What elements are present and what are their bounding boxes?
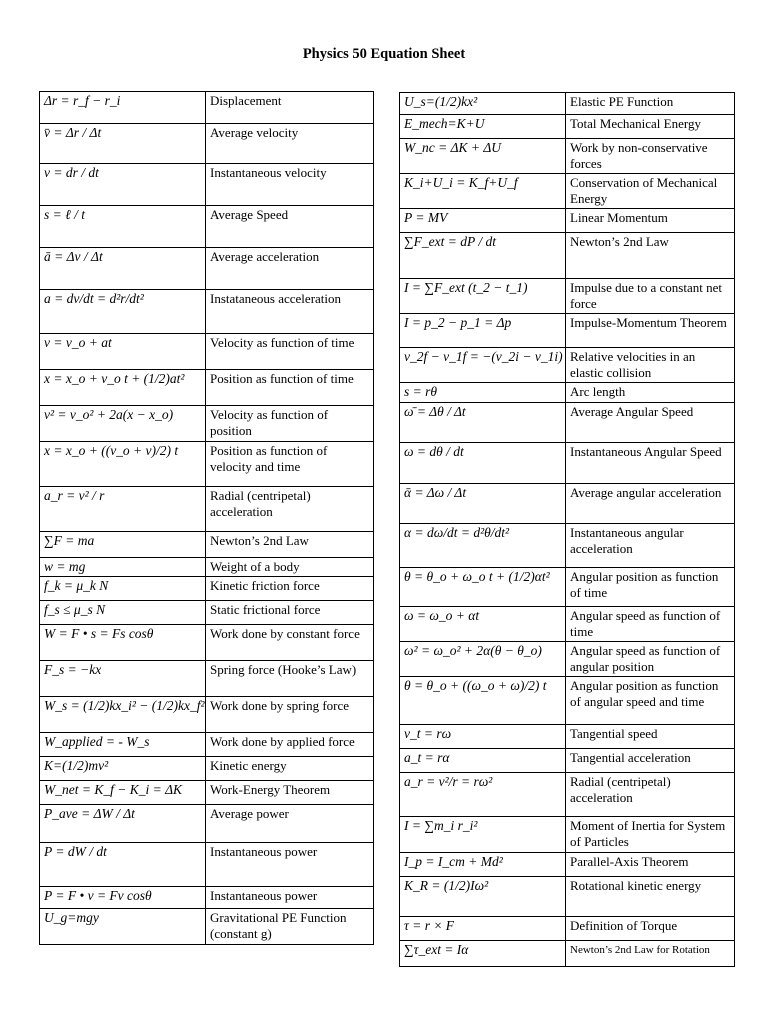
table-row [40,697,374,733]
equation-cell: τ = r × F [400,917,566,941]
description-cell: Radial (centripetal) acceleration [566,773,735,817]
equation-cell: K=(1/2)mv² [40,757,206,781]
table-row [40,334,374,370]
equation-cell: ā = Δv / Δt [40,248,206,290]
description-cell: Average Speed [206,206,374,248]
description-cell: Total Mechanical Energy [566,115,735,139]
description-cell: Gravitational PE Function (constant g) [206,909,374,945]
description-cell: Parallel-Axis Theorem [566,853,735,877]
equation-cell: x = x_o + ((v_o + v)/2) t [40,442,206,487]
equation-cell: s = ℓ / t [40,206,206,248]
table-row [400,443,735,484]
table-row [40,206,374,248]
right-equation-table [399,92,735,967]
equation-cell: U_g=mgy [40,909,206,945]
table-row [40,887,374,909]
table-row [400,279,735,314]
table-row [40,532,374,558]
equation-cell: Δr = r_f − r_i [40,92,206,124]
description-cell: Angular position as function of time [566,568,735,607]
description-cell: Angular position as function of angular speed and time [566,677,735,725]
table-row [400,139,735,174]
table-row [400,233,735,279]
equation-cell: ω = ω_o + αt [400,607,566,642]
description-cell: Spring force (Hooke’s Law) [206,661,374,697]
description-cell: Impulse due to a constant net force [566,279,735,314]
table-row [40,843,374,887]
table-row [40,442,374,487]
table-row [40,290,374,334]
equation-cell: f_k = μ_k N [40,577,206,601]
description-cell: Instantaneous power [206,887,374,909]
description-cell: Average angular acceleration [566,484,735,524]
table-row [40,164,374,206]
table-row [40,757,374,781]
equation-cell: ∑τ_ext = Iα [400,941,566,967]
description-cell: Work done by constant force [206,625,374,661]
description-cell: Position as function of time [206,370,374,406]
table-row [400,917,735,941]
table-row [400,524,735,568]
equation-cell: ∑F_ext = dP / dt [400,233,566,279]
equation-cell: F_s = −kx [40,661,206,697]
description-cell: Work by non-conservative forces [566,139,735,174]
table-row [400,115,735,139]
table-row [40,805,374,843]
equation-cell: v² = v_o² + 2a(x − x_o) [40,406,206,442]
equation-cell: K_i+U_i = K_f+U_f [400,174,566,209]
description-cell: Kinetic friction force [206,577,374,601]
description-cell: Angular speed as function of angular position [566,642,735,677]
description-cell: Tangential speed [566,725,735,749]
table-row [40,781,374,805]
table-row [400,484,735,524]
description-cell: Rotational kinetic energy [566,877,735,917]
description-cell: Instantaneous power [206,843,374,887]
description-cell: Work-Energy Theorem [206,781,374,805]
table-row [400,383,735,403]
table-row [40,733,374,757]
description-cell: Position as function of velocity and time [206,442,374,487]
table-row [400,314,735,348]
equation-cell: v_2f − v_1f = −(v_2i − v_1i) [400,348,566,383]
description-cell: Impulse-Momentum Theorem [566,314,735,348]
description-cell: Instantaneous angular acceleration [566,524,735,568]
description-cell: Kinetic energy [206,757,374,781]
equation-cell: ᾱ = Δω / Δt [400,484,566,524]
table-row [40,487,374,532]
equation-cell: W = F • s = Fs cosθ [40,625,206,661]
equation-cell: v̄ = Δr / Δt [40,124,206,164]
equation-cell: x = x_o + v_o t + (1/2)at² [40,370,206,406]
equation-cell: P = F • v = Fv cosθ [40,887,206,909]
table-row [40,558,374,577]
description-cell: Static frictional force [206,601,374,625]
left-equation-table [39,91,374,945]
table-row [400,817,735,853]
table-row [40,909,374,945]
equation-cell: I_p = I_cm + Md² [400,853,566,877]
table-row [400,403,735,443]
description-cell: Velocity as function of time [206,334,374,370]
equation-cell: I = ∑F_ext (t_2 − t_1) [400,279,566,314]
equation-cell: W_nc = ΔK + ΔU [400,139,566,174]
description-cell: Radial (centripetal) acceleration [206,487,374,532]
description-cell: Newton’s 2nd Law [566,233,735,279]
description-cell: Instataneous acceleration [206,290,374,334]
equation-cell: W_s = (1/2)kx_i² − (1/2)kx_f² [40,697,206,733]
equation-cell: ω² = ω_o² + 2α(θ − θ_o) [400,642,566,677]
equation-cell: a_r = v²/r = rω² [400,773,566,817]
description-cell: Average power [206,805,374,843]
equation-cell: P = MV [400,209,566,233]
description-cell: Weight of a body [206,558,374,577]
table-row [400,93,735,115]
table-row [40,248,374,290]
page-title: Physics 50 Equation Sheet [302,46,466,62]
table-row [40,661,374,697]
table-row [40,370,374,406]
table-row [400,853,735,877]
equation-cell: P = dW / dt [40,843,206,887]
equation-cell: P_ave = ΔW / Δt [40,805,206,843]
equation-cell: a = dv/dt = d²r/dt² [40,290,206,334]
description-cell: Linear Momentum [566,209,735,233]
description-cell: Work done by spring force [206,697,374,733]
table-row [400,642,735,677]
table-row [400,725,735,749]
description-cell: Instantaneous velocity [206,164,374,206]
equation-cell: θ = θ_o + ((ω_o + ω)/2) t [400,677,566,725]
description-cell: Average velocity [206,124,374,164]
table-row [400,677,735,725]
description-cell: Relative velocities in an elastic collision [566,348,735,383]
table-row [400,877,735,917]
table-row [400,773,735,817]
equation-cell: α = dω/dt = d²θ/dt² [400,524,566,568]
table-row [400,607,735,642]
table-row [400,348,735,383]
description-cell: Tangential acceleration [566,749,735,773]
description-cell: Newton’s 2nd Law [206,532,374,558]
equation-cell: U_s=(1/2)kx² [400,93,566,115]
equation-cell: ω = dθ / dt [400,443,566,484]
equation-cell: a_r = v² / r [40,487,206,532]
table-row [400,209,735,233]
description-cell: Work done by applied force [206,733,374,757]
equation-cell: v = v_o + at [40,334,206,370]
description-cell: Elastic PE Function [566,93,735,115]
description-cell: Average acceleration [206,248,374,290]
description-cell: Arc length [566,383,735,403]
equation-cell: s = rθ [400,383,566,403]
equation-cell: K_R = (1/2)Iω² [400,877,566,917]
equation-cell: θ = θ_o + ω_o t + (1/2)αt² [400,568,566,607]
description-cell: Conservation of Mechanical Energy [566,174,735,209]
equation-cell: I = ∑m_i r_i² [400,817,566,853]
equation-cell: f_s ≤ μ_s N [40,601,206,625]
equation-cell: W_applied = - W_s [40,733,206,757]
equation-cell: ∑F = ma [40,532,206,558]
table-row [400,568,735,607]
description-cell: Instantaneous Angular Speed [566,443,735,484]
table-row [400,174,735,209]
equation-cell: a_t = rα [400,749,566,773]
description-cell: Velocity as function of position [206,406,374,442]
table-row [40,601,374,625]
table-row [40,577,374,601]
equation-cell: I = p_2 − p_1 = Δp [400,314,566,348]
table-row [400,749,735,773]
equation-cell: v_t = rω [400,725,566,749]
description-cell: Displacement [206,92,374,124]
description-cell: Newton’s 2nd Law for Rotation [566,941,735,967]
table-row [40,92,374,124]
table-row [40,124,374,164]
equation-cell: w = mg [40,558,206,577]
table-row [40,406,374,442]
equation-cell: v = dr / dt [40,164,206,206]
table-row [40,625,374,661]
description-cell: Average Angular Speed [566,403,735,443]
equation-cell: ω̄ = Δθ / Δt [400,403,566,443]
equation-cell: E_mech=K+U [400,115,566,139]
description-cell: Definition of Torque [566,917,735,941]
table-row [400,941,735,967]
equation-cell: W_net = K_f − K_i = ΔK [40,781,206,805]
description-cell: Moment of Inertia for System of Particles [566,817,735,853]
description-cell: Angular speed as function of time [566,607,735,642]
